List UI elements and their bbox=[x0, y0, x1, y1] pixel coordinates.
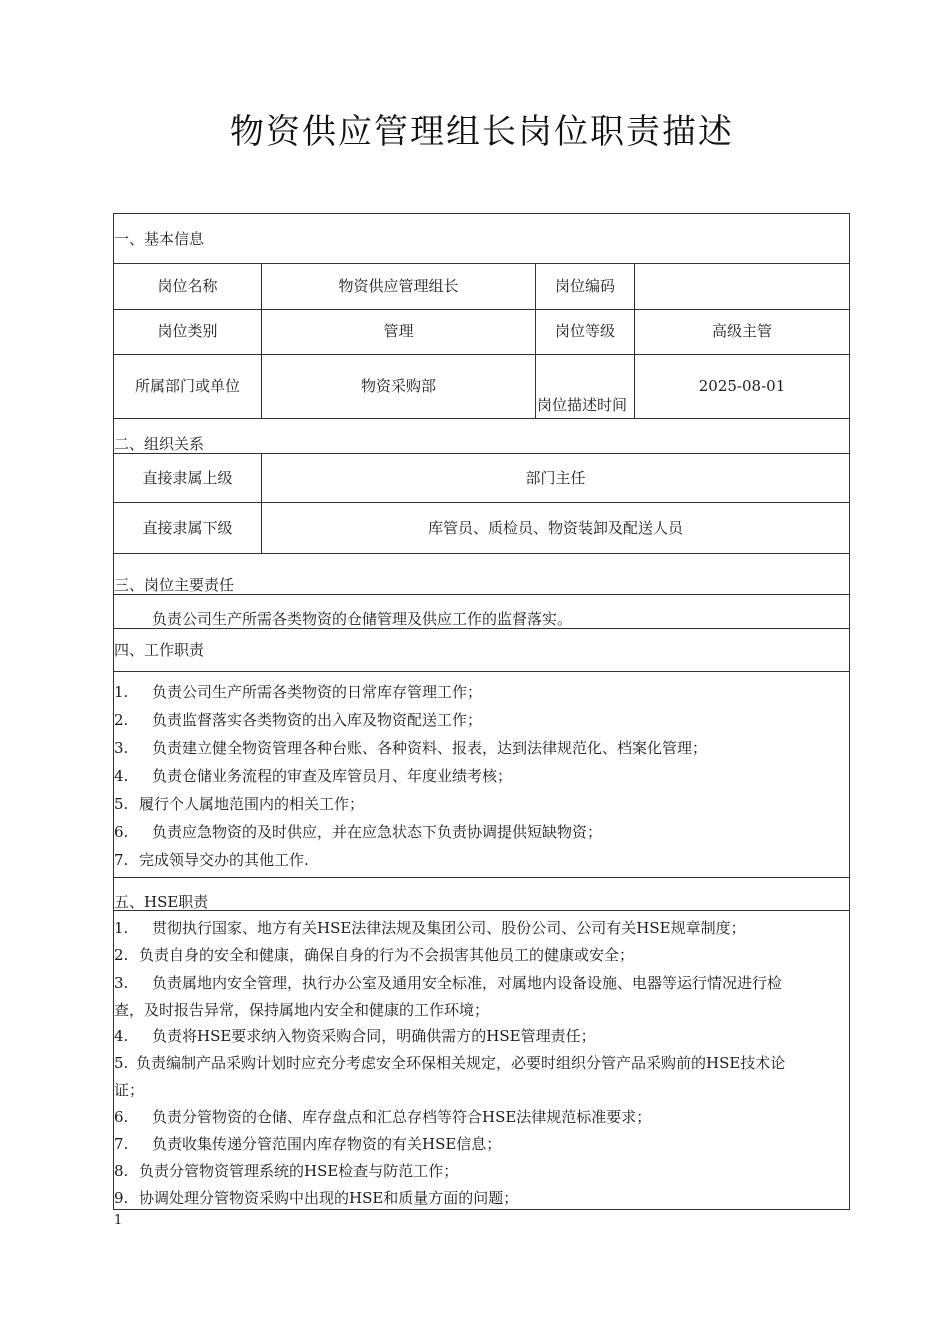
label-direct-superior: 直接隶属上级 bbox=[142, 469, 233, 487]
section-heading-job-duties: 四、工作职责 bbox=[114, 641, 205, 659]
row-divider bbox=[113, 877, 850, 878]
hse-text: 贯彻执行国家、地方有关HSE法律法规及集团公司、股份公司、公司有关HSE规章制度； bbox=[152, 919, 746, 937]
row-divider bbox=[113, 594, 850, 595]
label-position-category: 岗位类别 bbox=[157, 322, 218, 340]
hse-number: 1. bbox=[114, 919, 129, 937]
row-divider bbox=[113, 910, 850, 911]
value-position-category: 管理 bbox=[383, 322, 414, 340]
hse-text-continued: 证； bbox=[114, 1081, 145, 1099]
row-divider bbox=[113, 309, 850, 310]
row-divider bbox=[113, 671, 850, 672]
duty-number: 2. bbox=[114, 711, 129, 729]
section-heading-main-responsibility: 三、岗位主要责任 bbox=[114, 576, 235, 594]
hse-text: 负责自身的安全和健康，确保自身的行为不会损害其他员工的健康或安全； bbox=[139, 946, 635, 964]
hse-text-continued: 查，及时报告异常，保持属地内安全和健康的工作环境； bbox=[114, 1001, 490, 1019]
row-divider bbox=[113, 263, 850, 264]
hse-number: 9. bbox=[114, 1189, 129, 1207]
duty-text: 负责仓储业务流程的审查及库管员月、年度业绩考核； bbox=[152, 767, 513, 785]
row-divider bbox=[113, 453, 850, 454]
duty-number: 6. bbox=[114, 823, 129, 841]
row-divider bbox=[113, 354, 850, 355]
row-divider bbox=[113, 418, 850, 419]
hse-number: 3. bbox=[114, 974, 129, 992]
hse-text: 协调处理分管物资采购中出现的HSE和质量方面的问题； bbox=[139, 1189, 519, 1207]
row-divider bbox=[113, 628, 850, 629]
page-number: 1 bbox=[114, 1213, 123, 1228]
col-divider bbox=[261, 453, 262, 553]
duty-number: 5. bbox=[114, 795, 129, 813]
hse-text: 负责属地内安全管理，执行办公室及通用安全标准，对属地内设备设施、电器等运行情况进行检 bbox=[152, 974, 783, 992]
duty-text: 负责应急物资的及时供应，并在应急状态下负责协调提供短缺物资； bbox=[152, 823, 603, 841]
hse-number: 4. bbox=[114, 1027, 129, 1045]
label-department: 所属部门或单位 bbox=[134, 377, 240, 395]
label-description-date: 岗位描述时间 bbox=[537, 396, 628, 414]
label-position-level: 岗位等级 bbox=[554, 322, 615, 340]
hse-text: 负责分管物资管理系统的HSE检查与防范工作； bbox=[139, 1162, 459, 1180]
duty-text: 负责建立健全物资管理各种台账、各种资料、报表，达到法律规范化、档案化管理； bbox=[152, 739, 708, 757]
duty-text: 完成领导交办的其他工作. bbox=[139, 851, 309, 869]
hse-number: 7. bbox=[114, 1135, 129, 1153]
value-position-level: 高级主管 bbox=[711, 322, 772, 340]
label-position-name: 岗位名称 bbox=[157, 277, 218, 295]
section-heading-hse: 五、HSE职责 bbox=[114, 893, 209, 911]
hse-text: 负责分管物资的仓储、库存盘点和汇总存档等符合HSE法律规范标准要求； bbox=[152, 1108, 652, 1126]
page-title: 物资供应管理组长岗位职责描述 bbox=[230, 112, 734, 152]
hse-number: 8. bbox=[114, 1162, 129, 1180]
duty-number: 7. bbox=[114, 851, 129, 869]
duty-number: 1. bbox=[114, 683, 129, 701]
col-divider bbox=[634, 263, 635, 418]
duty-text: 负责公司生产所需各类物资的日常库存管理工作； bbox=[152, 683, 483, 701]
hse-number: 2. bbox=[114, 946, 129, 964]
hse-number: 6. bbox=[114, 1108, 129, 1126]
duty-number: 4. bbox=[114, 767, 129, 785]
value-position-name: 物资供应管理组长 bbox=[338, 277, 459, 295]
duty-text: 负责监督落实各类物资的出入库及物资配送工作； bbox=[152, 711, 483, 729]
row-divider bbox=[113, 553, 850, 554]
row-divider bbox=[113, 502, 850, 503]
main-responsibility-text: 负责公司生产所需各类物资的仓储管理及供应工作的监督落实。 bbox=[152, 610, 573, 628]
hse-text: 负责将HSE要求纳入物资采购合同，明确供需方的HSE管理责任； bbox=[152, 1027, 596, 1045]
hse-number: 5. bbox=[114, 1054, 129, 1072]
label-direct-subordinates: 直接隶属下级 bbox=[142, 519, 233, 537]
duty-number: 3. bbox=[114, 739, 129, 757]
hse-text: 负责收集传递分管范围内库存物资的有关HSE信息； bbox=[152, 1135, 502, 1153]
value-direct-superior: 部门主任 bbox=[525, 469, 586, 487]
hse-text: 负责编制产品采购计划时应充分考虑安全环保相关规定，必要时组织分管产品采购前的HSE技术论 bbox=[136, 1054, 786, 1072]
value-direct-subordinates: 库管员、质检员、物资装卸及配送人员 bbox=[427, 519, 683, 537]
section-heading-org-relations: 二、组织关系 bbox=[114, 435, 205, 453]
section-heading-basic-info: 一、基本信息 bbox=[114, 230, 205, 248]
value-department: 物资采购部 bbox=[360, 377, 436, 395]
value-description-date: 2025-08-01 bbox=[698, 377, 786, 395]
label-position-code: 岗位编码 bbox=[554, 277, 615, 295]
duty-text: 履行个人属地范围内的相关工作； bbox=[139, 795, 365, 813]
